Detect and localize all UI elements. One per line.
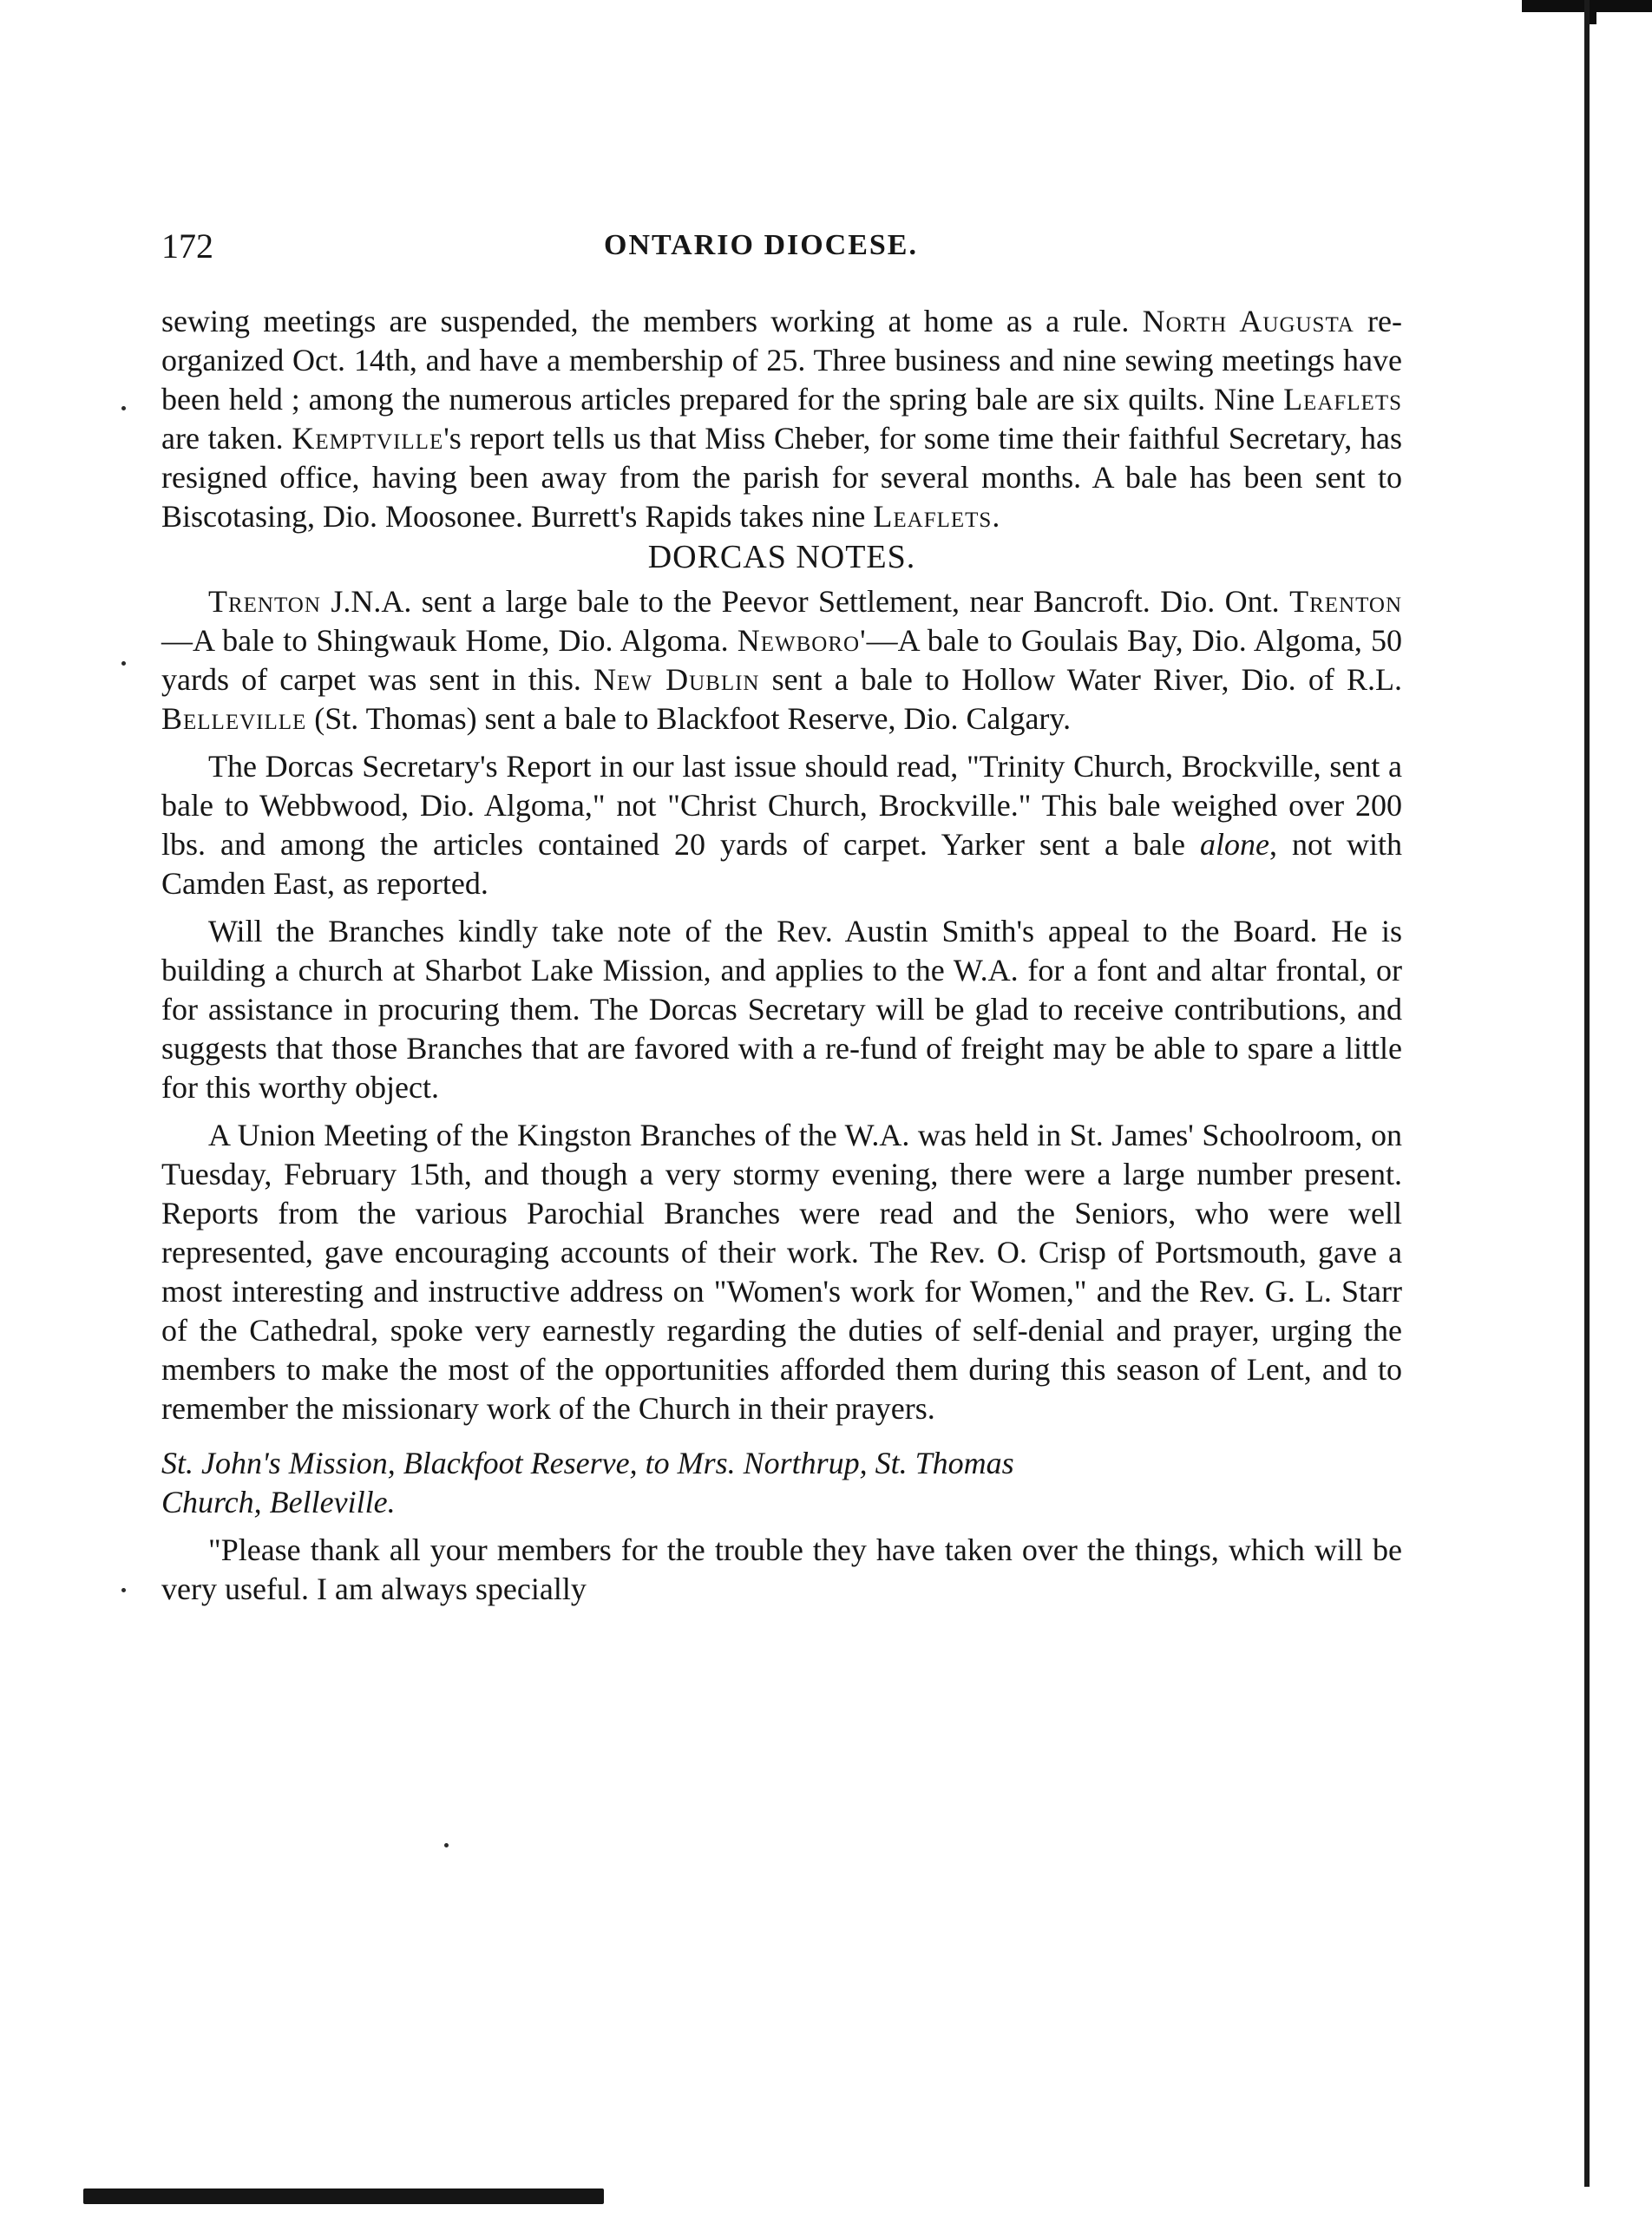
text-run: are taken.	[161, 421, 292, 456]
text-run: sent a bale to Hollow Water River, Dio. of R.L.	[759, 662, 1403, 697]
leaflets-term: Leaflets	[1283, 382, 1402, 417]
paragraph-continued	[161, 302, 1402, 536]
scan-edge-right	[1584, 0, 1590, 2187]
place-name-trenton: Trenton	[208, 584, 321, 619]
paragraph-correction	[161, 747, 1402, 903]
scan-speck	[121, 661, 126, 666]
scan-edge-bottom	[83, 2188, 604, 2204]
scan-speck	[121, 1588, 126, 1592]
text-run: , not with Camden East, as reported.	[161, 827, 1403, 901]
paragraph-sharbot-lake-appeal: Will the Branches kindly take note of the Rev. Austin Smith's appeal to the Board. He is building a church at Sharbot Lake Mission, and applies to the W.A. for a font and altar frontal, or for assistance in procuring them. The Dorcas Secretary will be glad to receive contributions, and suggests that those Branches that are favored with a re-fund of freight may be able to spare a little for this worthy object.	[161, 914, 1402, 1105]
page-body	[161, 302, 1402, 1609]
section-heading-dorcas-notes: DORCAS NOTES.	[647, 539, 916, 575]
text-run: J.N.A. sent a large bale to the Peevor Settlement, near Bancroft. Dio. Ont.	[320, 584, 1290, 619]
text-run: —A bale to Goulais Bay, Dio. Algoma, 50 yards of carpet was sent in this.	[161, 623, 1403, 697]
running-title: ONTARIO DIOCESE.	[604, 229, 918, 261]
place-name-kemptville: Kemptville	[292, 421, 444, 456]
place-name-newboro: Newboro'	[737, 623, 867, 658]
text-run: .	[992, 499, 1000, 534]
scan-speck	[121, 406, 126, 410]
emphasis-alone: alone	[1199, 827, 1269, 862]
leaflets-term: Leaflets	[873, 499, 993, 534]
text-run: —A bale to Shingwauk Home, Dio. Algoma.	[161, 623, 738, 658]
scan-speck	[444, 1843, 449, 1847]
place-name-north-augusta: North Augusta	[1142, 304, 1354, 338]
paragraph-letter-body: "Please thank all your members for the trouble they have taken over the things, which will be very useful. I am always specially	[161, 1532, 1402, 1606]
page-number: 172	[161, 226, 213, 266]
letter-heading-line: Church, Belleville.	[161, 1485, 396, 1519]
text-run: 's report tells us that Miss Cheber, for some time their faithful Secretary, has resigned office, having been away from the parish for several months. A bale has been sent to Biscotasing, Dio. Moosonee. Burrett's Rapids takes nine	[161, 421, 1402, 534]
page-header	[161, 226, 1402, 286]
text-run: (St. Thomas) sent a bale to Blackfoot Reserve, Dio. Calgary.	[306, 701, 1072, 736]
letter-heading-line: St. John's Mission, Blackfoot Reserve, to Mrs. Northrup, St. Thomas	[161, 1446, 1014, 1480]
paragraph-dorcas-bales	[161, 582, 1402, 738]
text-run: sewing meetings are suspended, the members working at home as a rule.	[161, 304, 1143, 338]
text-run: re-organized Oct. 14th, and have a membership of 25. Three business and nine sewing meetings have been held ; among the numerous articles prepared for the spring bale are six quilts. Nine	[161, 304, 1402, 417]
paragraph-union-meeting: A Union Meeting of the Kingston Branches of the W.A. was held in St. James' Schoolroom, on Tuesday, February 15th, and though a very stormy evening, there were a large number present. Reports from the various Parochial Branches were read and the Seniors, who were well represented, gave encouraging accounts of their work. The Rev. O. Crisp of Portsmouth, gave a most interesting and instructive address on "Women's work for Women," and the Rev. G. L. Starr of the Cathedral, spoke very earnestly regarding the duties of self-denial and prayer, urging the members to make the most of the opportunities afforded them during this season of Lent, and to remember the missionary work of the Church in their prayers.	[161, 1118, 1402, 1426]
place-name-new-dublin: New Dublin	[593, 662, 760, 697]
place-name-belleville: Belleville	[161, 701, 307, 736]
place-name-trenton: Trenton	[1289, 584, 1402, 619]
text-run: The Dorcas Secretary's Report in our last issue should read, "Trinity Church, Brockville, sent a bale to Webbwood, Dio. Algoma," not "Christ Church, Brockville." This bale weighed over 200 lbs. and among the articles contained 20 yards of carpet. Yarker sent a bale	[161, 749, 1402, 862]
letter-heading	[161, 1444, 1402, 1522]
